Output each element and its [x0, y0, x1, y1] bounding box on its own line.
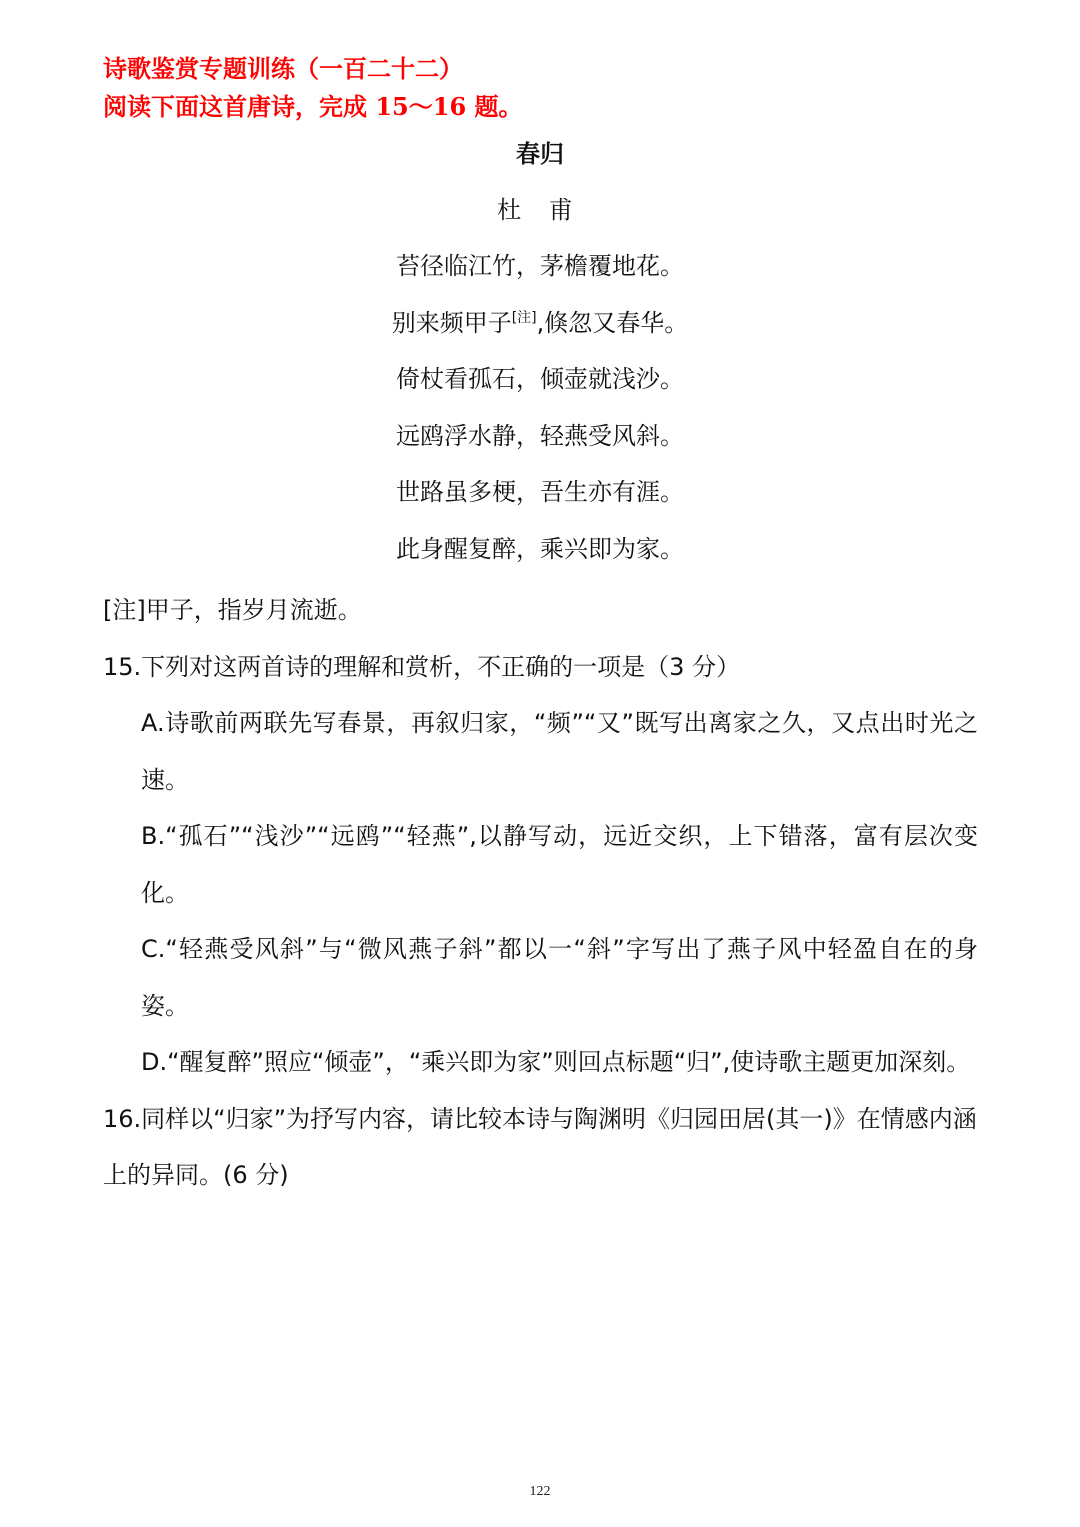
option-c: C.“轻燕受风斜”与“微风燕子斜”都以一“斜”字写出了燕子风中轻盈自在的身姿。: [141, 935, 978, 1020]
poem-line-1: 苔径临江竹，茅檐覆地花。: [396, 252, 684, 280]
questions: [103, 582, 978, 1204]
poem-author: 杜 甫: [497, 196, 583, 224]
poem-line-3: 倚杖看孤石，倾壶就浅沙。: [396, 365, 684, 393]
page-number: 122: [529, 1484, 551, 1499]
poem-line-2-tail: ,倏忽又春华。: [536, 308, 689, 337]
question-16-stem: 16.同样以“归家”为抒写内容，请比较本诗与陶渊明《归园田居(其一)》在情感内涵上的异同。(6 分): [103, 1104, 977, 1189]
note-mark: [注]: [511, 309, 537, 326]
poem-line-6: 此身醒复醉，乘兴即为家。: [396, 534, 684, 563]
annotation-note: [注]甲子，指岁月流逝。: [103, 596, 362, 624]
reading-instruction: 阅读下面这首唐诗，完成 15～16 题。: [103, 92, 523, 121]
poem-title: 春归: [516, 140, 564, 168]
poem-line-4: 远鸥浮水静，轻燕受风斜。: [396, 421, 684, 450]
poem-line-5: 世路虽多梗，吾生亦有涯。: [396, 478, 684, 506]
option-b: B.“孤石”“浅沙”“远鸥”“轻燕”,以静写动，远近交织，上下错落，富有层次变化。: [141, 822, 978, 907]
poem: [0, 130, 1080, 581]
series-title: 诗歌鉴赏专题训练（一百二十二）: [103, 54, 463, 83]
option-d: D.“醒复醉”照应“倾壶”，“乘兴即为家”则回点标题“归”,使诗歌主题更加深刻。: [141, 1048, 971, 1076]
option-a: A.诗歌前两联先写春景，再叙归家，“频”“又”既写出离家之久，又点出时光之速。: [141, 709, 978, 794]
header: [103, 50, 523, 126]
poem-line-2-head: 别来频甲子: [391, 308, 512, 337]
question-15-stem: 15.下列对这两首诗的理解和赏析，不正确的一项是（3 分）: [103, 652, 741, 681]
poem-line-2: [0, 299, 1080, 347]
